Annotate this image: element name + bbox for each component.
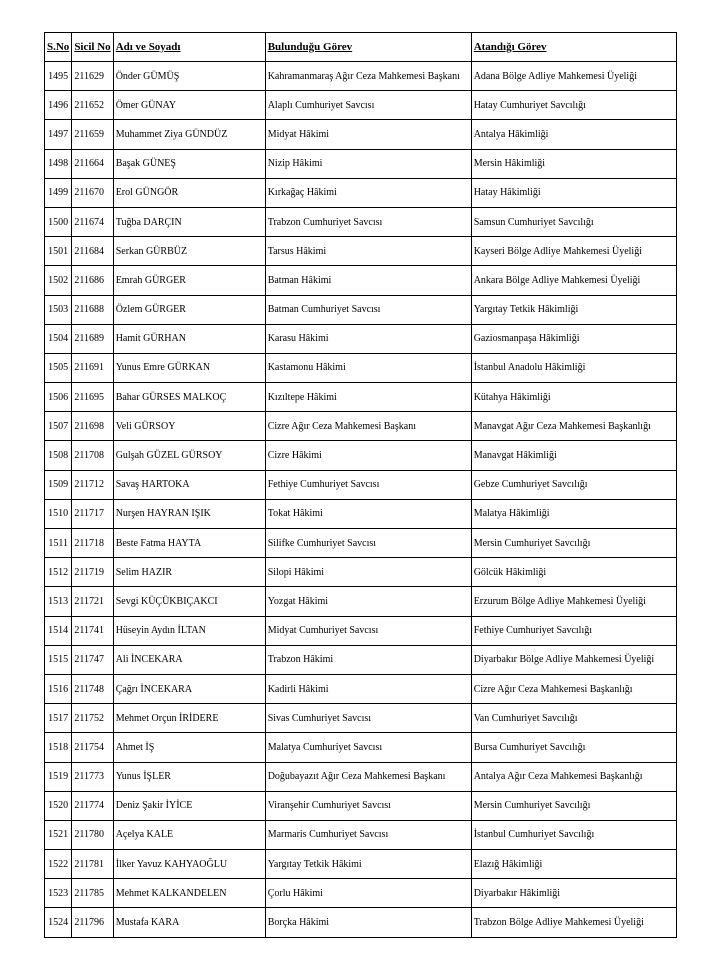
cell-sicil-no: 211718 [72, 529, 113, 558]
cell-sno: 1521 [45, 820, 72, 849]
table-row [45, 529, 677, 558]
cell-name: Gulşah GÜZEL GÜRSOY [113, 441, 265, 470]
cell-current-position: Trabzon Hâkimi [265, 645, 471, 674]
table-row [45, 587, 677, 616]
table-row [45, 178, 677, 207]
table-row [45, 850, 677, 879]
cell-assigned-position: Gebze Cumhuriyet Savcılığı [471, 470, 676, 499]
table-body [45, 62, 677, 938]
cell-sno: 1505 [45, 353, 72, 382]
cell-sicil-no: 211708 [72, 441, 113, 470]
table-row [45, 207, 677, 236]
table-row [45, 295, 677, 324]
cell-name: Ali İNCEKARA [113, 645, 265, 674]
cell-sicil-no: 211785 [72, 879, 113, 908]
cell-current-position: Nizip Hâkimi [265, 149, 471, 178]
table-row [45, 704, 677, 733]
cell-sno: 1524 [45, 908, 72, 937]
cell-assigned-position: Trabzon Bölge Adliye Mahkemesi Üyeliği [471, 908, 676, 937]
header-name: Adı ve Soyadı [113, 33, 265, 62]
cell-sno: 1504 [45, 324, 72, 353]
table-row [45, 91, 677, 120]
table-row [45, 120, 677, 149]
cell-assigned-position: Mersin Cumhuriyet Savcılığı [471, 791, 676, 820]
table-row [45, 879, 677, 908]
cell-sno: 1513 [45, 587, 72, 616]
header-assigned-position: Atandığı Görev [471, 33, 676, 62]
cell-sicil-no: 211652 [72, 91, 113, 120]
cell-sicil-no: 211781 [72, 850, 113, 879]
cell-name: Yunus Emre GÜRKAN [113, 353, 265, 382]
cell-current-position: Midyat Cumhuriyet Savcısı [265, 616, 471, 645]
cell-assigned-position: Cizre Ağır Ceza Mahkemesi Başkanlığı [471, 674, 676, 703]
table-row [45, 383, 677, 412]
cell-name: Ahmet İŞ [113, 733, 265, 762]
cell-sicil-no: 211629 [72, 62, 113, 91]
cell-assigned-position: Antalya Ağır Ceza Mahkemesi Başkanlığı [471, 762, 676, 791]
cell-current-position: Doğubayazıt Ağır Ceza Mahkemesi Başkanı [265, 762, 471, 791]
cell-current-position: Malatya Cumhuriyet Savcısı [265, 733, 471, 762]
cell-assigned-position: Samsun Cumhuriyet Savcılığı [471, 207, 676, 236]
cell-current-position: Marmaris Cumhuriyet Savcısı [265, 820, 471, 849]
table-row [45, 324, 677, 353]
cell-name: Bahar GÜRSES MALKOÇ [113, 383, 265, 412]
cell-sicil-no: 211698 [72, 412, 113, 441]
cell-name: Hamit GÜRHAN [113, 324, 265, 353]
cell-assigned-position: Manavgat Ağır Ceza Mahkemesi Başkanlığı [471, 412, 676, 441]
cell-current-position: Trabzon Cumhuriyet Savcısı [265, 207, 471, 236]
cell-assigned-position: Hatay Hâkimliği [471, 178, 676, 207]
cell-name: Önder GÜMÜŞ [113, 62, 265, 91]
cell-sno: 1515 [45, 645, 72, 674]
cell-assigned-position: Elazığ Hâkimliği [471, 850, 676, 879]
cell-sicil-no: 211747 [72, 645, 113, 674]
cell-sno: 1507 [45, 412, 72, 441]
cell-current-position: Kırkağaç Hâkimi [265, 178, 471, 207]
cell-name: Mustafa KARA [113, 908, 265, 937]
cell-sno: 1512 [45, 558, 72, 587]
cell-sno: 1502 [45, 266, 72, 295]
cell-name: Emrah GÜRGER [113, 266, 265, 295]
cell-name: Özlem GÜRGER [113, 295, 265, 324]
table-row [45, 558, 677, 587]
cell-assigned-position: Gölcük Hâkimliği [471, 558, 676, 587]
cell-assigned-position: Malatya Hâkimliği [471, 499, 676, 528]
cell-name: Veli GÜRSOY [113, 412, 265, 441]
header-current-position: Bulunduğu Görev [265, 33, 471, 62]
header-sno: S.No [45, 33, 72, 62]
cell-sicil-no: 211773 [72, 762, 113, 791]
cell-assigned-position: Diyarbakır Bölge Adliye Mahkemesi Üyeliği [471, 645, 676, 674]
cell-assigned-position: Diyarbakır Hâkimliği [471, 879, 676, 908]
cell-current-position: Tokat Hâkimi [265, 499, 471, 528]
cell-name: Muhammet Ziya GÜNDÜZ [113, 120, 265, 149]
cell-current-position: Çorlu Hâkimi [265, 879, 471, 908]
cell-sicil-no: 211688 [72, 295, 113, 324]
cell-current-position: Fethiye Cumhuriyet Savcısı [265, 470, 471, 499]
cell-sicil-no: 211748 [72, 674, 113, 703]
cell-sicil-no: 211674 [72, 207, 113, 236]
cell-name: Beste Fatma HAYTA [113, 529, 265, 558]
cell-current-position: Kızıltepe Hâkimi [265, 383, 471, 412]
cell-current-position: Tarsus Hâkimi [265, 237, 471, 266]
cell-sicil-no: 211752 [72, 704, 113, 733]
cell-name: Tuğba DARÇIN [113, 207, 265, 236]
cell-sno: 1508 [45, 441, 72, 470]
cell-current-position: Batman Hâkimi [265, 266, 471, 295]
cell-name: Savaş HARTOKA [113, 470, 265, 499]
table-row [45, 616, 677, 645]
cell-current-position: Kadirli Hâkimi [265, 674, 471, 703]
cell-sicil-no: 211691 [72, 353, 113, 382]
cell-assigned-position: Mersin Cumhuriyet Savcılığı [471, 529, 676, 558]
cell-name: Mehmet KALKANDELEN [113, 879, 265, 908]
cell-sno: 1520 [45, 791, 72, 820]
cell-current-position: Yozgat Hâkimi [265, 587, 471, 616]
cell-current-position: Midyat Hâkimi [265, 120, 471, 149]
cell-name: İlker Yavuz KAHYAOĞLU [113, 850, 265, 879]
cell-current-position: Borçka Hâkimi [265, 908, 471, 937]
cell-sicil-no: 211670 [72, 178, 113, 207]
table-row [45, 62, 677, 91]
cell-sicil-no: 211659 [72, 120, 113, 149]
table-row [45, 908, 677, 937]
cell-sno: 1496 [45, 91, 72, 120]
header-sicil-no: Sicil No [72, 33, 113, 62]
cell-current-position: Kahramanmaraş Ağır Ceza Mahkemesi Başkanı [265, 62, 471, 91]
cell-name: Ömer GÜNAY [113, 91, 265, 120]
cell-sno: 1499 [45, 178, 72, 207]
cell-assigned-position: İstanbul Anadolu Hâkimliği [471, 353, 676, 382]
cell-current-position: Alaplı Cumhuriyet Savcısı [265, 91, 471, 120]
cell-sno: 1498 [45, 149, 72, 178]
cell-sno: 1497 [45, 120, 72, 149]
cell-name: Çağrı İNCEKARA [113, 674, 265, 703]
cell-assigned-position: Fethiye Cumhuriyet Savcılığı [471, 616, 676, 645]
cell-sicil-no: 211796 [72, 908, 113, 937]
cell-sno: 1514 [45, 616, 72, 645]
table-row [45, 791, 677, 820]
cell-current-position: Sivas Cumhuriyet Savcısı [265, 704, 471, 733]
cell-assigned-position: İstanbul Cumhuriyet Savcılığı [471, 820, 676, 849]
table-row [45, 470, 677, 499]
cell-current-position: Viranşehir Cumhuriyet Savcısı [265, 791, 471, 820]
cell-name: Erol GÜNGÖR [113, 178, 265, 207]
cell-sno: 1522 [45, 850, 72, 879]
cell-sicil-no: 211712 [72, 470, 113, 499]
cell-assigned-position: Kütahya Hâkimliği [471, 383, 676, 412]
table-row [45, 733, 677, 762]
cell-sno: 1509 [45, 470, 72, 499]
cell-sicil-no: 211774 [72, 791, 113, 820]
cell-assigned-position: Manavgat Hâkimliği [471, 441, 676, 470]
cell-assigned-position: Bursa Cumhuriyet Savcılığı [471, 733, 676, 762]
cell-name: Başak GÜNEŞ [113, 149, 265, 178]
cell-sno: 1506 [45, 383, 72, 412]
cell-current-position: Yargıtay Tetkik Hâkimi [265, 850, 471, 879]
cell-assigned-position: Antalya Hâkimliği [471, 120, 676, 149]
table-row [45, 674, 677, 703]
cell-sno: 1495 [45, 62, 72, 91]
cell-sno: 1516 [45, 674, 72, 703]
cell-assigned-position: Ankara Bölge Adliye Mahkemesi Üyeliği [471, 266, 676, 295]
table-row [45, 266, 677, 295]
cell-name: Selim HAZIR [113, 558, 265, 587]
cell-current-position: Silopi Hâkimi [265, 558, 471, 587]
cell-assigned-position: Hatay Cumhuriyet Savcılığı [471, 91, 676, 120]
header-row [45, 33, 677, 62]
cell-sicil-no: 211721 [72, 587, 113, 616]
cell-sicil-no: 211686 [72, 266, 113, 295]
cell-current-position: Kastamonu Hâkimi [265, 353, 471, 382]
appointments-table [44, 32, 677, 938]
cell-sicil-no: 211689 [72, 324, 113, 353]
cell-name: Nurşen HAYRAN IŞIK [113, 499, 265, 528]
table-row [45, 820, 677, 849]
cell-assigned-position: Erzurum Bölge Adliye Mahkemesi Üyeliği [471, 587, 676, 616]
table-row [45, 237, 677, 266]
cell-name: Serkan GÜRBÜZ [113, 237, 265, 266]
cell-current-position: Cizre Ağır Ceza Mahkemesi Başkanı [265, 412, 471, 441]
cell-sno: 1511 [45, 529, 72, 558]
table-row [45, 441, 677, 470]
cell-name: Mehmet Orçun İRİDERE [113, 704, 265, 733]
cell-current-position: Cizre Hâkimi [265, 441, 471, 470]
cell-sno: 1500 [45, 207, 72, 236]
cell-name: Yunus İŞLER [113, 762, 265, 791]
cell-current-position: Batman Cumhuriyet Savcısı [265, 295, 471, 324]
cell-current-position: Karasu Hâkimi [265, 324, 471, 353]
cell-sicil-no: 211684 [72, 237, 113, 266]
cell-sicil-no: 211780 [72, 820, 113, 849]
cell-sicil-no: 211717 [72, 499, 113, 528]
cell-name: Deniz Şakir İYİCE [113, 791, 265, 820]
cell-assigned-position: Kayseri Bölge Adliye Mahkemesi Üyeliği [471, 237, 676, 266]
cell-name: Hüseyin Aydın İLTAN [113, 616, 265, 645]
cell-name: Açelya KALE [113, 820, 265, 849]
cell-sno: 1510 [45, 499, 72, 528]
cell-sicil-no: 211695 [72, 383, 113, 412]
cell-current-position: Silifke Cumhuriyet Savcısı [265, 529, 471, 558]
cell-assigned-position: Van Cumhuriyet Savcılığı [471, 704, 676, 733]
cell-sno: 1518 [45, 733, 72, 762]
cell-assigned-position: Mersin Hâkimliği [471, 149, 676, 178]
cell-name: Sevgi KÜÇÜKBIÇAKCI [113, 587, 265, 616]
table-row [45, 412, 677, 441]
table-row [45, 645, 677, 674]
cell-sno: 1517 [45, 704, 72, 733]
cell-sicil-no: 211754 [72, 733, 113, 762]
cell-sno: 1503 [45, 295, 72, 324]
cell-sicil-no: 211664 [72, 149, 113, 178]
table-row [45, 499, 677, 528]
cell-sno: 1519 [45, 762, 72, 791]
table-row [45, 762, 677, 791]
cell-assigned-position: Gaziosmanpaşa Hâkimliği [471, 324, 676, 353]
cell-sicil-no: 211741 [72, 616, 113, 645]
cell-sno: 1501 [45, 237, 72, 266]
table-header [45, 33, 677, 62]
table-row [45, 149, 677, 178]
cell-assigned-position: Yargıtay Tetkik Hâkimliği [471, 295, 676, 324]
cell-sno: 1523 [45, 879, 72, 908]
cell-sicil-no: 211719 [72, 558, 113, 587]
cell-assigned-position: Adana Bölge Adliye Mahkemesi Üyeliği [471, 62, 676, 91]
table-row [45, 353, 677, 382]
